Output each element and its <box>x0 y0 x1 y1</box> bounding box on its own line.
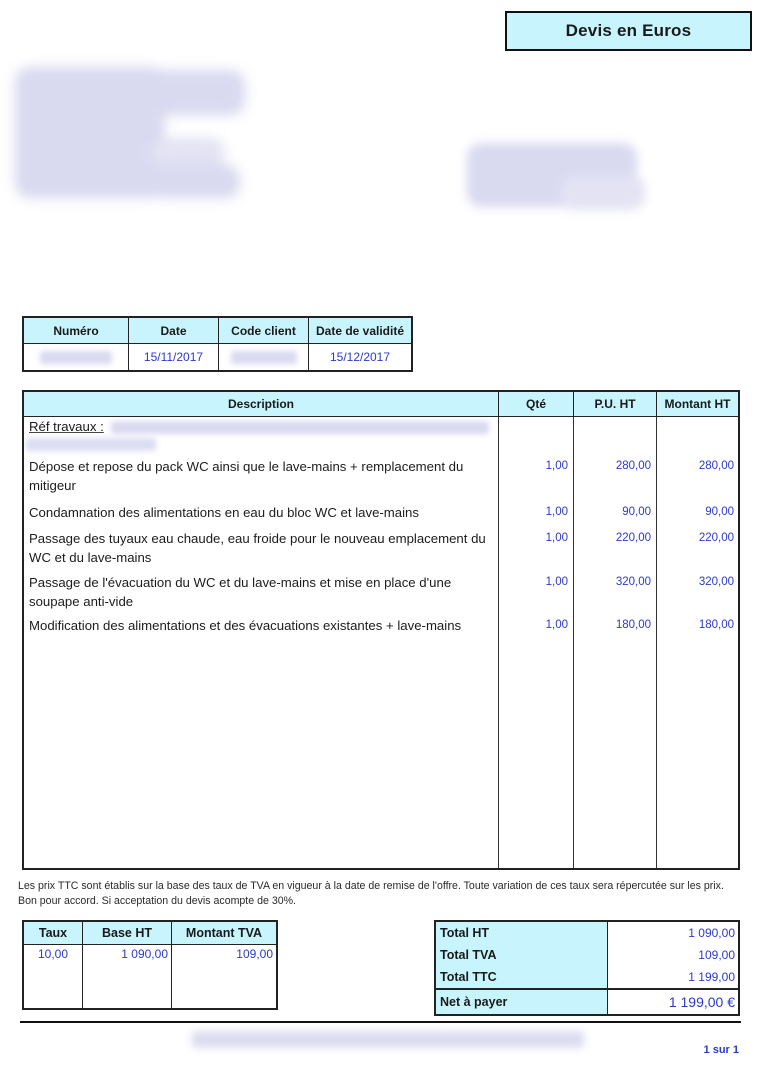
item-amount: 90,00 <box>705 506 734 518</box>
header-qte: Qté <box>498 392 573 416</box>
item-rows-container <box>24 457 738 635</box>
value-numero-redacted <box>24 344 128 370</box>
header-numero: Numéro <box>24 318 128 344</box>
item-description: Passage de l'évacuation du WC et du lave-mains et mise en place d'une soupape anti-vide <box>29 575 452 609</box>
item-description: Dépose et repose du pack WC ainsi que le lave-mains + remplacement du mitigeur <box>29 459 464 493</box>
item-amount: 320,00 <box>698 576 734 588</box>
item-description: Modification des alimentations et des évacuations existantes + lave-mains <box>29 618 462 633</box>
column-divider <box>573 417 574 868</box>
value-date: 15/11/2017 <box>128 344 218 370</box>
total-tva-label: Total TVA <box>436 944 608 966</box>
header-montant-ht: Montant HT <box>656 392 738 416</box>
header-date: Date <box>128 318 218 344</box>
ref-travaux-redacted <box>111 421 489 434</box>
footer-company-info-redacted <box>192 1031 584 1048</box>
item-qty: 1,00 <box>545 532 568 544</box>
net-a-payer-label: Net à payer <box>436 990 608 1014</box>
ref-travaux-line <box>24 419 738 437</box>
item-description: Condamnation des alimentations en eau du bloc WC et lave-mains <box>29 505 419 520</box>
item-row <box>24 457 738 495</box>
tva-table-value-row <box>24 945 276 1008</box>
net-a-payer-value: 1 199,00 € <box>668 994 735 1010</box>
company-logo-redacted <box>0 0 300 260</box>
item-qty: 1,00 <box>545 576 568 588</box>
total-ttc-row <box>436 966 738 988</box>
item-qty: 1,00 <box>545 460 568 472</box>
item-qty: 1,00 <box>545 619 568 631</box>
items-table-body <box>24 417 738 868</box>
terms-footnote: Les prix TTC sont établis sur la base des taux de TVA en vigueur à la date de remise de l'offre. Toute variation de ces taux sera répercutée sur les prix. Bon pour accord. Si acceptation du devis acompte de 30%. <box>18 880 724 907</box>
column-divider <box>498 417 499 868</box>
item-unit-price: 220,00 <box>615 532 651 544</box>
total-tva-row <box>436 944 738 966</box>
ref-travaux-label: Réf travaux : <box>29 419 104 434</box>
total-ht-label: Total HT <box>436 922 608 944</box>
total-ht-row <box>436 922 738 944</box>
item-row <box>24 573 738 611</box>
item-row <box>24 529 738 567</box>
total-ht-value: 1 090,00 <box>688 926 735 940</box>
header-taux: Taux <box>38 926 68 940</box>
item-row <box>24 503 738 522</box>
item-unit-price: 280,00 <box>615 460 651 472</box>
tva-table-header-row <box>24 922 276 945</box>
page-indicator: 1 sur 1 <box>703 1044 739 1056</box>
value-code-client-redacted <box>218 344 308 370</box>
value-taux: 10,00 <box>37 947 69 961</box>
net-a-payer-row <box>436 988 738 1014</box>
info-table-header-row <box>24 318 411 344</box>
total-ttc-label: Total TTC <box>436 966 608 988</box>
item-qty: 1,00 <box>545 506 568 518</box>
item-unit-price: 90,00 <box>622 506 651 518</box>
item-amount: 280,00 <box>698 460 734 472</box>
items-table <box>22 390 740 870</box>
item-amount: 220,00 <box>698 532 734 544</box>
ref-travaux-redacted-line2 <box>26 438 156 451</box>
column-divider <box>656 417 657 868</box>
header-description: Description <box>227 397 294 411</box>
header-pu-ht: P.U. HT <box>573 392 656 416</box>
header-code-client: Code client <box>218 318 308 344</box>
value-base-ht: 1 090,00 <box>82 945 171 1008</box>
recipient-address-redacted <box>440 120 700 240</box>
value-montant-tva: 109,00 <box>171 945 276 1008</box>
total-tva-value: 109,00 <box>698 948 735 962</box>
value-date-validite: 15/12/2017 <box>308 344 411 370</box>
footer-divider-line <box>20 1021 741 1023</box>
info-table-value-row <box>24 344 411 370</box>
document-title: Devis en Euros <box>565 21 692 40</box>
item-row <box>24 616 738 635</box>
tva-table <box>22 920 278 1010</box>
items-table-header-row <box>24 392 738 417</box>
header-montant-tva: Montant TVA <box>171 922 276 944</box>
item-amount: 180,00 <box>698 619 734 631</box>
item-unit-price: 180,00 <box>615 619 651 631</box>
header-base-ht: Base HT <box>82 922 171 944</box>
document-title-box <box>505 11 752 51</box>
totals-table <box>434 920 740 1016</box>
item-description: Passage des tuyaux eau chaude, eau froide pour le nouveau emplacement du WC et du lave-mains <box>29 531 486 565</box>
header-date-validite: Date de validité <box>308 318 411 344</box>
invoice-info-table <box>22 316 413 372</box>
total-ttc-value: 1 199,00 <box>688 970 735 984</box>
item-unit-price: 320,00 <box>615 576 651 588</box>
